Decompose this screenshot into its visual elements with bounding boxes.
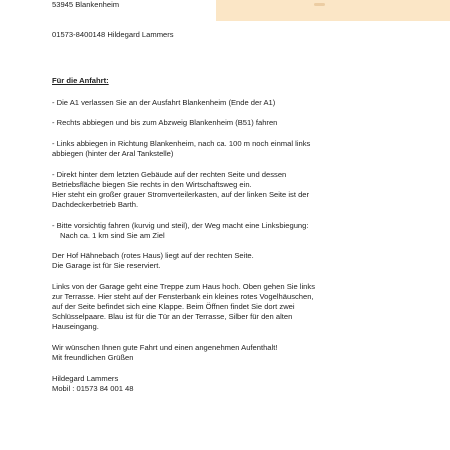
- arrival-line-2: Die Garage ist für Sie reserviert.: [52, 261, 161, 270]
- phone-name: 01573-8400148 Hildegard Lammers: [52, 30, 174, 39]
- arrival-line-1: Der Hof Hähnebach (rotes Haus) liegt auf der rechten Seite.: [52, 251, 254, 260]
- header-banner: [216, 0, 450, 21]
- direction-step-5-line-1: - Bitte vorsichtig fahren (kurvig und steil), der Weg macht eine Linksbiegung:: [52, 221, 309, 230]
- keys-line-4: Schlüsselpaare. Blau ist für die Tür an der Terrasse, Silber für den alten: [52, 312, 293, 321]
- direction-step-2: - Rechts abbiegen und bis zum Abzweig Blankenheim (B51) fahren: [52, 118, 278, 127]
- signature-name: Hildegard Lammers: [52, 374, 119, 383]
- signature-mobile: Mobil : 01573 84 001 48: [52, 384, 134, 393]
- direction-step-1: - Die A1 verlassen Sie an der Ausfahrt Blankenheim (Ende der A1): [52, 98, 276, 107]
- keys-line-5: Hauseingang.: [52, 322, 99, 331]
- direction-step-4-line-4: Dachdeckerbetrieb Barth.: [52, 200, 139, 209]
- direction-step-4-line-3: Hier steht ein großer grauer Stromverteilerkasten, auf der linken Seite ist der: [52, 190, 310, 199]
- closing-line-2: Mit freundlichen Grüßen: [52, 353, 134, 362]
- keys-line-1: Links von der Garage geht eine Treppe zum Haus hoch. Oben gehen Sie links: [52, 282, 315, 291]
- address-city: 53945 Blankenheim: [52, 0, 120, 9]
- direction-step-3-line-2: abbiegen (hinter der Aral Tankstelle): [52, 149, 174, 158]
- direction-step-4-line-2: Betriebsfläche biegen Sie rechts in den Wirtschaftsweg ein.: [52, 180, 252, 189]
- direction-step-5-line-2: Nach ca. 1 km sind Sie am Ziel: [60, 231, 165, 240]
- keys-line-3: auf der Seite befindet sich eine Klappe. Beim Öffnen findet Sie dort zwei: [52, 302, 295, 311]
- directions-heading: Für die Anfahrt:: [52, 76, 109, 85]
- closing-line-1: Wir wünschen Ihnen gute Fahrt und einen angenehmen Aufenthalt!: [52, 343, 278, 352]
- keys-line-2: zur Terrasse. Hier steht auf der Fensterbank ein kleines rotes Vogelhäuschen,: [52, 292, 314, 301]
- direction-step-4-line-1: - Direkt hinter dem letzten Gebäude auf der rechten Seite und dessen: [52, 170, 287, 179]
- direction-step-3-line-1: - Links abbiegen in Richtung Blankenheim, nach ca. 100 m noch einmal links: [52, 139, 311, 148]
- banner-mark: [314, 3, 325, 6]
